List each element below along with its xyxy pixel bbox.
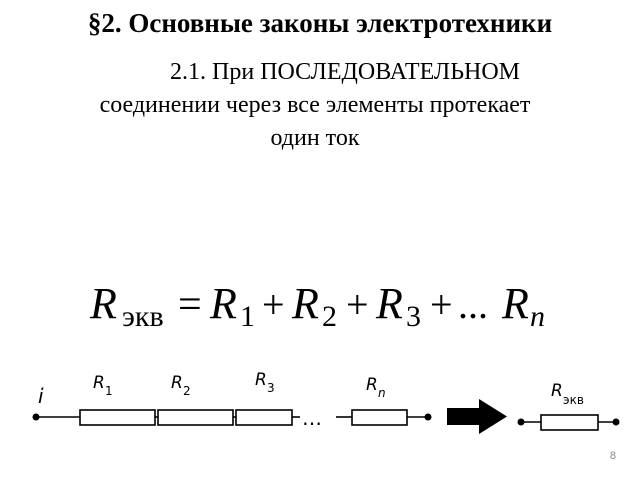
eq-right-terminal (613, 419, 620, 426)
equivalent-resistance-formula (0, 270, 640, 340)
resistor-r1-symbol: R (93, 373, 105, 393)
formula-lhs-subscript: экв (122, 300, 164, 333)
formula-term-n-subscript: n (530, 300, 545, 333)
formula-ellipsis: ... (458, 282, 488, 327)
current-label: i (38, 384, 44, 408)
formula-equals: = (178, 282, 202, 328)
subtitle-line-1: 2.1. При ПОСЛЕДОВАТЕЛЬНОМ (170, 59, 520, 85)
formula-lhs-symbol: R (90, 279, 117, 328)
formula-term-3-symbol: R (376, 279, 403, 328)
formula-term-2-symbol: R (292, 279, 319, 328)
formula-term-n-symbol: R (502, 279, 529, 328)
page-number: 8 (609, 450, 616, 462)
series-ellipsis: … (302, 406, 322, 430)
resistor-eq-subscript: экв (563, 393, 584, 407)
resistor-r3 (236, 410, 292, 425)
slide-subtitle (0, 56, 640, 155)
subtitle-line-3: один ток (270, 125, 360, 151)
right-arrow-icon (447, 399, 507, 434)
slide-title: §2. Основные законы электротехники (87, 8, 553, 38)
series-circuit-diagram (0, 355, 640, 455)
formula-plus-2: + (346, 282, 369, 327)
resistor-r1 (80, 410, 155, 425)
resistor-r2-symbol: R (171, 373, 183, 393)
right-terminal (425, 414, 432, 421)
resistor-r2 (158, 410, 233, 425)
resistor-r2-subscript: 2 (183, 384, 191, 398)
resistor-r3-symbol: R (255, 370, 267, 390)
resistor-rn (352, 410, 407, 425)
resistor-r1-subscript: 1 (105, 384, 113, 398)
resistor-r3-subscript: 3 (267, 381, 275, 395)
resistor-rn-symbol: R (366, 375, 378, 395)
formula-term-1-subscript: 1 (240, 300, 255, 333)
formula-term-1-symbol: R (210, 279, 237, 328)
formula-term-3-subscript: 3 (406, 300, 421, 333)
resistor-equivalent (541, 415, 598, 430)
formula-plus-3: + (430, 282, 453, 327)
resistor-rn-subscript: n (378, 386, 386, 400)
subtitle-line-2: соединении через все элементы протекает (99, 92, 531, 118)
formula-term-2-subscript: 2 (322, 300, 337, 333)
resistor-eq-symbol: R (551, 381, 563, 401)
formula-plus-1: + (262, 282, 285, 327)
